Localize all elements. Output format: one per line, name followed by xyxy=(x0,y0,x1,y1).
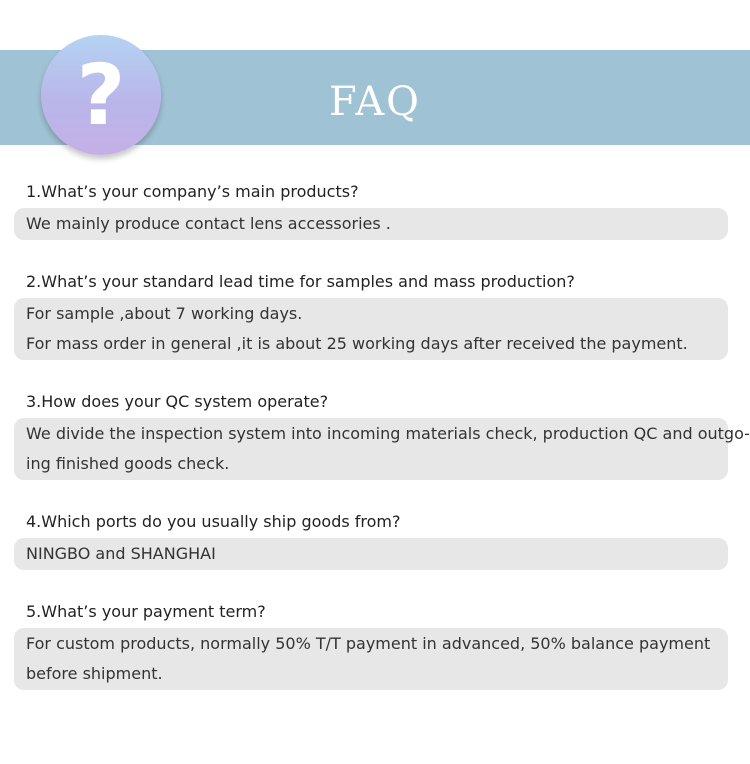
faq-answer-line: For mass order in general ,it is about 25 working days after received the payment. xyxy=(26,334,688,353)
faq-item-5 xyxy=(14,600,728,690)
faq-answer-line: NINGBO and SHANGHAI xyxy=(26,544,216,563)
faq-answer xyxy=(14,628,728,690)
faq-answer xyxy=(14,418,750,480)
faq-answer-line: before shipment. xyxy=(26,664,163,683)
faq-answer-line: We mainly produce contact lens accessories . xyxy=(26,214,391,233)
faq-item-3 xyxy=(14,390,750,480)
faq-answer-line: For custom products, normally 50% T/T payment in advanced, 50% balance payment xyxy=(26,634,711,653)
faq-answer-line: ing finished goods check. xyxy=(26,454,230,473)
faq-question: 5.What’s your payment term? xyxy=(26,602,266,621)
faq-question: 4.Which ports do you usually ship goods from? xyxy=(26,512,401,531)
faq-answer xyxy=(14,538,728,570)
faq-item-2 xyxy=(14,270,728,360)
faq-item-4 xyxy=(14,510,728,570)
faq-answer-line: We divide the inspection system into incoming materials check, production QC and outgo- xyxy=(26,424,750,443)
faq-question: 2.What’s your standard lead time for samples and mass production? xyxy=(26,272,575,291)
page-title: FAQ xyxy=(329,79,421,125)
faq-question: 1.What’s your company’s main products? xyxy=(26,182,359,201)
question-mark-glyph: ? xyxy=(76,46,126,144)
faq-answer-line: For sample ,about 7 working days. xyxy=(26,304,303,323)
faq-item-1 xyxy=(14,180,728,240)
faq-answer xyxy=(14,208,728,240)
faq-answer xyxy=(14,298,728,360)
faq-question: 3.How does your QC system operate? xyxy=(26,392,329,411)
